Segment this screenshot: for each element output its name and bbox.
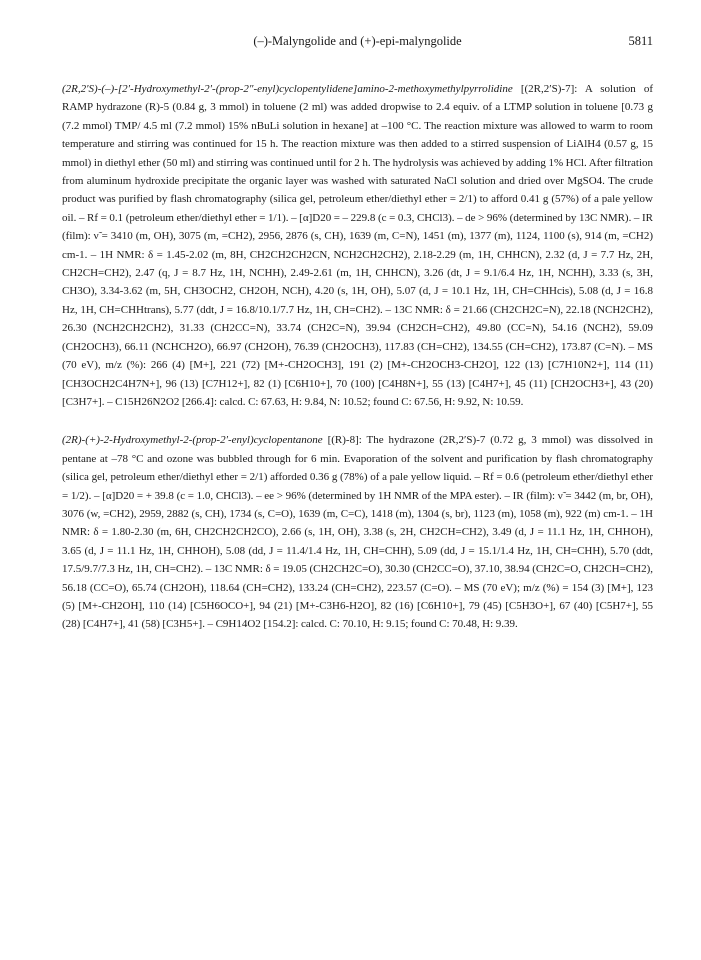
article-body [62,80,653,634]
procedure-text: [(2R,2′S)-7]: A solution of RAMP hydrazone (R)-5 (0.84 g, 3 mmol) in toluene (2 ml) was added dropwise to 2.4 equiv. of a LTMP solution in toluene [0.73 g (7.2 mmol) TMP/ 4.5 ml (7.2 mmol) 15% nBuLi solution in hexane] at –100 °C. The reaction mixture was allowed to warm to room temperature and stirring was continued for 15 h. The reaction mixture was then added to a stirred suspension of LiAlH4 (0.57 g, 15 mmol) in diethyl ether (50 ml) and stirring was continued until for 2 h. The hydrolysis was achieved by adding 1% HCl. After filtration from aluminum hydroxide precipitate the organic layer was washed with saturated NaCl solution and dried over MgSO4. The crude product was purified by flash chromatography (silica gel, petroleum ether/diethyl ether = 2/1) to afford 0.41 g (57%) of a pale yellow oil. – Rf = 0.1 (petroleum ether/diethyl ether = 1/1). – [α]D20 = – 229.8 (c = 0.3, CHCl3). – de > 96% (determined by 13C NMR). – IR (film): ν̃ = 3410 (m, OH), 3075 (m, =CH2), 2956, 2876 (s, CH), 1639 (m, C=N), 1451 (m), 1377 (m), 1124, 1100 (s), 914 (m, =CH2) cm-1. – 1H NMR: δ = 1.45-2.02 (m, 8H, CH2CH2CH2CN, NCH2CH2CH2), 2.18-2.29 (m, 1H, CHHCN), 2.32 (d, J = 7.7 Hz, 2H, CH2CH=CH2), 2.47 (q, J = 8.7 Hz, 1H, NCHH), 2.49-2.61 (m, 1H, CHHCN), 3.26 (dt, J = 9.1/6.4 Hz, 1H, NCHH), 3.33 (s, 3H, CH3O), 3.34-3.62 (m, 5H, CH3OCH2, CH2OH, NCH), 4.20 (s, 1H, OH), 5.07 (d, J = 10.1 Hz, 1H, CH=CHHcis), 5.08 (d, J = 16.8 Hz, 1H, CH=CHHtrans), 5.77 (ddt, J = 16.8/10.1/7.7 Hz, 1H, CH=CH2). – 13C NMR: δ = 21.66 (CH2CH2C=N), 22.18 (NCH2CH2), 26.30 (NCH2CH2CH2), 31.33 (CH2CC=N), 33.74 (CH2C=N), 39.94 (CH2CH=CH2), 49.80 (CC=N), 54.16 (NCH2), 59.09 (CH2OCH3), 66.11 (NCHCH2O), 66.97 (CH2OH), 76.39 (CH2OCH3), 117.83 (CH=CH2), 134.55 (CH=CH2), 173.87 (C=N). – MS (70 eV), m/z (%): 266 (4) [M+], 221 (72) [M+-CH2OCH3], 191 (2) [M+-CH2OCH3-CH2O], 122 (13) [C7H10N2+], 114 (11) [CH3OCH2C4H7N+], 96 (13) [C7H12+], 82 (1) [C6H10+], 70 (100) [C4H8N+], 55 (13) [C4H7+], 45 (11) [CH2OCH3+], 43 (20) [C3H7+]. – C15H26N2O2 [266.4]: calcd. C: 67.63, H: 9.84, N: 10.52; found C: 67.56, H: 9.92, N: 10.59. [62,83,653,408]
running-title: (–)-Malyngolide and (+)-epi-malyngolide [253,34,462,48]
experimental-entry-hydrazone-7 [62,80,653,411]
procedure-text: [(R)-8]: The hydrazone (2R,2′S)-7 (0.72 g, 3 mmol) was dissolved in pentane at –78 °C and ozone was bubbled through for 6 min. Evaporation of the solvent and purification by flash chromatography (silica gel, petroleum ether/diethyl ether = 2/1) afforded 0.36 g (78%) of a pale yellow liquid. – Rf = 0.6 (petroleum ether/diethyl ether = 1/2). – [α]D20 = + 39.8 (c = 1.0, CHCl3). – ee > 96% (determined by 1H NMR of the MPA ester). – IR (film): ν̃ = 3442 (m, br, OH), 3076 (w, =CH2), 2959, 2882 (s, CH), 1734 (s, C=O), 1639 (m, C=C), 1418 (m), 1304 (s, br), 1123 (m), 1058 (m), 922 (m) cm-1. – 1H NMR: δ = 1.80-2.30 (m, 6H, CH2CH2CH2CO), 2.66 (s, 1H, OH), 3.38 (s, 2H, CH2CH=CH2), 3.49 (d, J = 11.1 Hz, 1H, CHHOH), 3.65 (d, J = 11.1 Hz, 1H, CHHOH), 5.08 (dd, J = 11.4/1.4 Hz, 1H, CH=CHH), 5.09 (dd, J = 15.1/1.4 Hz, 1H, CH=CHH), 5.70 (ddt, 17.5/9.7/7.3 Hz, 1H, CH=CH2). – 13C NMR: δ = 19.05 (CH2CH2C=O), 30.30 (CH2CC=O), 37.10, 38.94 (CH2C=O, CH2CH=CH2), 56.18 (CC=O), 65.74 (CH2OH), 118.64 (CH=CH2), 133.24 (CH=CH2), 223.57 (C=O). – MS (70 eV); m/z (%) = 154 (3) [M+], 123 (5) [M+-CH2OH], 110 (14) [C5H6OCO+], 94 (21) [M+-C3H6-H2O], 82 (16) [C6H10+], 79 (45) [C5H3O+], 67 (40) [C5H7+], 55 (28) [C4H7+], 41 (58) [C3H5+]. – C9H14O2 [154.2]: calcd. C: 70.10, H: 9.15; found C: 70.48, H: 9.39. [62,434,653,631]
entry-paragraph [62,80,653,411]
compound-title: (2R,2′S)-(–)-[2′-Hydroxymethyl-2′-(prop-2″-enyl)cyclopentylidene]amino-2-methoxymethylpyrrolidine [62,83,513,95]
entry-paragraph [62,431,653,633]
experimental-entry-ketone-8 [62,431,653,633]
page-number: 5811 [628,34,653,48]
page-header [62,34,653,52]
compound-title: (2R)-(+)-2-Hydroxymethyl-2-(prop-2′-enyl)cyclopentanone [62,434,323,447]
